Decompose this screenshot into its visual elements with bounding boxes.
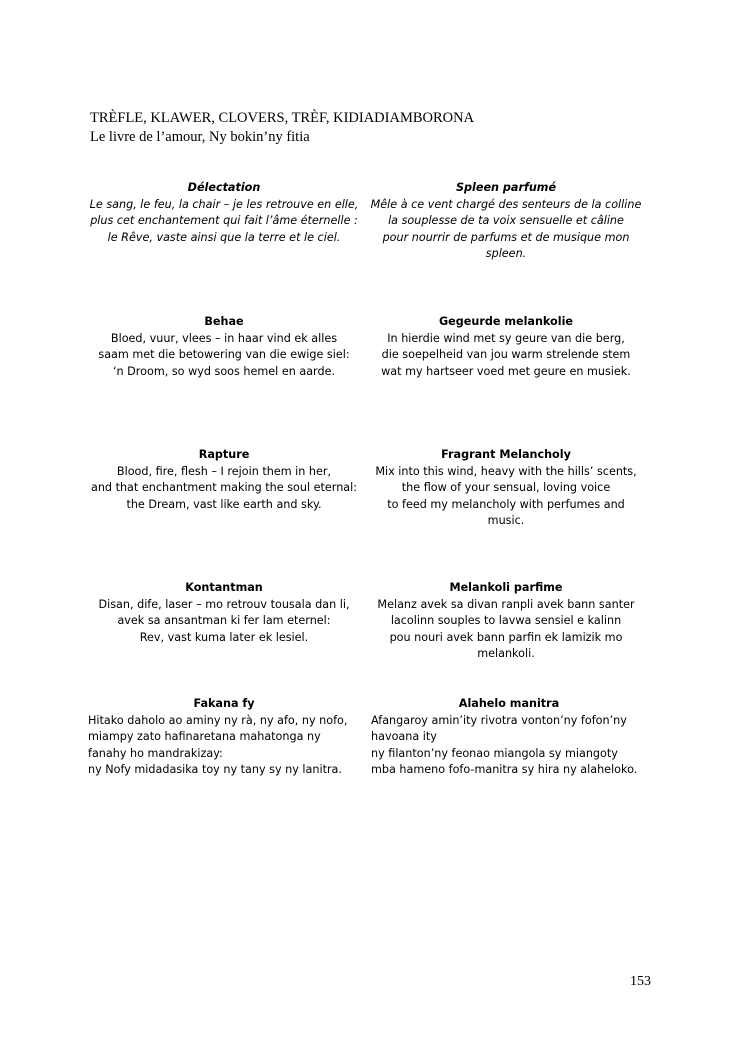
stanza-line: le Rêve, vaste ainsi que la terre et le ciel. — [107, 230, 341, 244]
stanza-line: die soepelheid van jou warm strelende stem — [381, 348, 631, 362]
stanza-line: Le sang, le feu, la chair – je les retrouve en elle, — [89, 197, 359, 211]
stanza-line: plus cet enchantement qui fait l’âme éternelle : — [90, 214, 358, 228]
page-number: 153 — [630, 974, 651, 989]
stanza-line: pou nouri avek bann parfin ek lamizik mo melankoli. — [389, 630, 623, 661]
stanza-line: Melanz avek sa divan ranpli avek bann santer — [377, 597, 635, 611]
stanza-english-fragrant-melancholy — [368, 447, 644, 530]
book-subtitle: Le livre de l’amour, Ny bokin’ny fitia — [90, 129, 310, 145]
stanza-line: pour nourrir de parfums et de musique mon spleen. — [382, 230, 630, 261]
stanza-line: and that enchantment making the soul eternal: — [90, 481, 358, 495]
stanza-malagasy-alahelo-manitra — [371, 696, 647, 779]
stanza-line: Disan, dife, laser – mo retrouv tousala dan li, — [98, 597, 350, 611]
stanza-english-rapture — [88, 447, 360, 513]
stanza-title: Rapture — [198, 448, 250, 461]
stanza-line: mba hameno fofo-manitra sy hira ny alaheloko. — [371, 763, 638, 777]
stanza-line: Bloed, vuur, vlees – in haar vind ek alles — [110, 331, 338, 345]
stanza-line: ny filanton’ny feonao miangola sy miangoty — [371, 746, 618, 760]
stanza-line: avek sa ansantman ki fer lam eternel: — [117, 614, 331, 628]
stanza-line: In hierdie wind met sy geure van die berg, — [387, 331, 625, 345]
stanza-line: miampy zato hafinaretana mahatonga ny fanahy ho mandrakizay: — [88, 730, 321, 760]
stanza-afrikaans-behae — [88, 314, 360, 380]
stanza-title: Spleen parfumé — [455, 181, 557, 194]
stanza-line: lacolinn souples to lavwa sensiel e kalinn — [390, 614, 622, 628]
stanza-creole-kontantman — [88, 580, 360, 646]
stanza-title: Gegeurde melankolie — [438, 315, 573, 328]
book-title: TRÈFLE, KLAWER, CLOVERS, TRÈF, KIDIADIAMBORONA — [90, 110, 475, 126]
stanza-line: la souplesse de ta voix sensuelle et câline — [388, 214, 624, 228]
stanza-title: Alahelo manitra — [458, 697, 560, 710]
stanza-line: the Dream, vast like earth and sky. — [126, 497, 322, 511]
stanza-title: Kontantman — [185, 581, 263, 594]
stanza-line: Hitako daholo ao aminy ny rà, ny afo, ny nofo, — [88, 713, 348, 727]
stanza-creole-melankoli-parfime — [368, 580, 644, 663]
stanza-line: the flow of your sensual, loving voice — [401, 481, 611, 495]
stanza-french-delectation — [88, 180, 360, 246]
stanza-malagasy-fakana-fy — [88, 696, 360, 779]
stanza-line: saam met die betowering van die ewige siel: — [98, 348, 350, 362]
stanza-afrikaans-gegeurde-melankolie — [368, 314, 644, 380]
stanza-line: ny Nofy midadasika toy ny tany sy ny lanitra. — [88, 763, 342, 777]
stanza-title: Fakana fy — [193, 697, 255, 710]
stanza-line: Mix into this wind, heavy with the hills’ scents, — [375, 464, 637, 478]
stanza-line: Rev, vast kuma later ek lesiel. — [139, 630, 309, 644]
stanza-line: Afangaroy amin’ity rivotra vonton’ny fofon’ny havoana ity — [371, 713, 627, 744]
stanza-line: ‘n Droom, so wyd soos hemel en aarde. — [112, 364, 336, 378]
stanza-line: Blood, fire, flesh – I rejoin them in her, — [116, 464, 332, 478]
stanza-title: Behae — [204, 315, 244, 328]
stanza-title: Melankoli parfime — [449, 581, 563, 594]
stanza-line: Mêle à ce vent chargé des senteurs de la colline — [370, 197, 642, 211]
stanza-title: Fragrant Melancholy — [441, 448, 571, 461]
stanza-title: Délectation — [187, 181, 261, 194]
stanza-line: to feed my melancholy with perfumes and music. — [387, 497, 625, 528]
stanza-line: wat my hartseer voed met geure en musiek. — [381, 364, 631, 378]
page-header — [90, 109, 474, 147]
stanza-french-spleen-parfume — [368, 180, 644, 263]
